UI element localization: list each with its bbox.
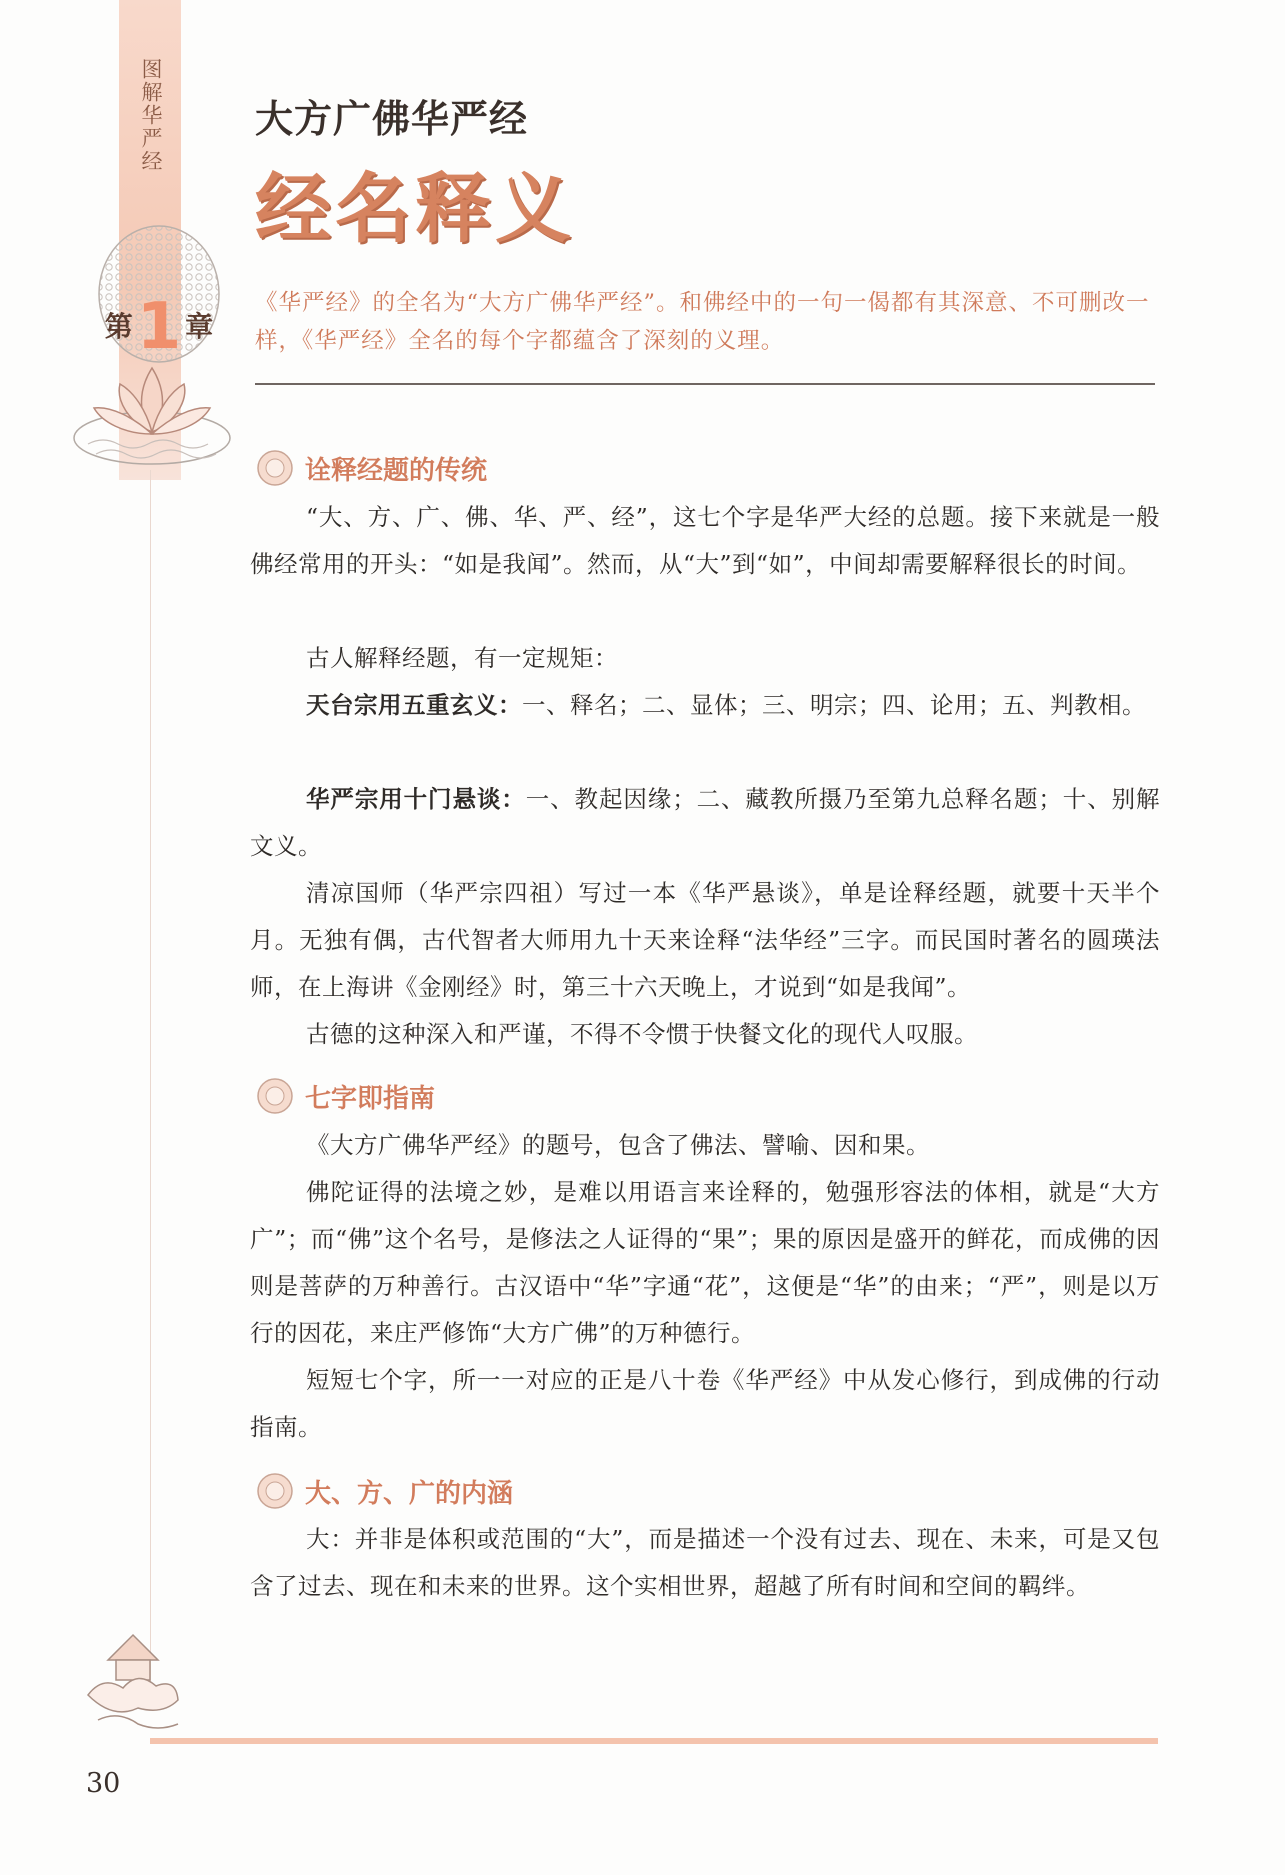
chapter-label	[100, 290, 218, 364]
chapter-number: 1	[136, 290, 182, 364]
paragraph: “大、方、广、佛、华、严、经”，这七个字是华严大经的总题。接下来就是一般佛经常用的开头：“如是我闻”。然而，从“大”到“如”，中间却需要解释很长的时间。	[250, 503, 1160, 578]
temple-cloud-icon	[78, 1620, 188, 1740]
paragraph	[250, 682, 1160, 729]
section-emblem-icon	[255, 1471, 295, 1511]
book-title-vertical: 图解华严经	[139, 58, 163, 173]
chapter-title: 经名释义	[255, 164, 575, 253]
page-number: 30	[86, 1768, 121, 1799]
chapter-intro: 《华严经》的全名为“大方广佛华严经”。和佛经中的一句一偈都有其深意、不可删改一样，《华严经》全名的每个字都蕴含了深刻的义理。	[255, 290, 1150, 354]
section-heading	[255, 1076, 435, 1116]
section-emblem-icon	[255, 448, 295, 488]
bold-label: 华严宗用十门悬谈：	[306, 785, 526, 813]
intro-divider	[255, 383, 1155, 385]
paragraph: 短短七个字，所一一对应的正是八十卷《华严经》中从发心修行，到成佛的行动指南。	[250, 1366, 1160, 1441]
section-heading	[255, 448, 487, 488]
paragraph: 佛陀证得的法境之妙，是难以用语言来诠释的，勉强形容法的体相，就是“大方广”；而“佛”这个名号，是修法之人证得的“果”；果的原因是盛开的鲜花，而成佛的因则是菩萨的万种善行。古汉语中“华”字通“花”，这便是“华”的由来；“严”，则是以万行的因花，来庄严修饰“大方广佛”的万种德行。	[250, 1178, 1160, 1347]
bold-label: 天台宗用五重玄义：	[306, 691, 522, 719]
chapter-prefix: 第	[104, 310, 133, 343]
paragraph: 古人解释经题，有一定规矩：	[306, 644, 618, 672]
section-heading	[255, 1471, 513, 1511]
lotus-icon	[68, 360, 236, 470]
section-heading-text: 七字即指南	[305, 1083, 436, 1114]
paragraph-text: 一、教起因缘；二、藏教所摄乃至第九总释名题；十、别解文义。	[250, 785, 1161, 860]
section-emblem-icon	[255, 1076, 295, 1116]
paragraph: 清凉国师（华严宗四祖）写过一本《华严悬谈》，单是诠释经题，就要十天半个月。无独有偶，古代智者大师用九十天来诠释“法华经”三字。而民国时著名的圆瑛法师，在上海讲《金刚经》时，第三十六天晚上，才说到“如是我闻”。	[250, 879, 1160, 1001]
footer-rule	[150, 1738, 1158, 1744]
paragraph	[250, 776, 1160, 870]
chapter-suffix: 章	[185, 310, 214, 343]
paragraph: 《大方广佛华严经》的题号，包含了佛法、譬喻、因和果。	[306, 1131, 930, 1159]
paragraph: 大：并非是体积或范围的“大”，而是描述一个没有过去、现在、未来，可是又包含了过去、现在和未来的世界。这个实相世界，超越了所有时间和空间的羁绊。	[250, 1525, 1160, 1600]
paragraph: 古德的这种深入和严谨，不得不令惯于快餐文化的现代人叹服。	[306, 1020, 978, 1048]
section-heading-text: 大、方、广的内涵	[305, 1478, 514, 1509]
side-divider-line	[150, 470, 151, 1700]
book-name: 大方广佛华严经	[255, 97, 529, 141]
section-heading-text: 诠释经题的传统	[305, 455, 488, 486]
paragraph-text: 一、释名；二、显体；三、明宗；四、论用；五、判教相。	[522, 691, 1146, 719]
